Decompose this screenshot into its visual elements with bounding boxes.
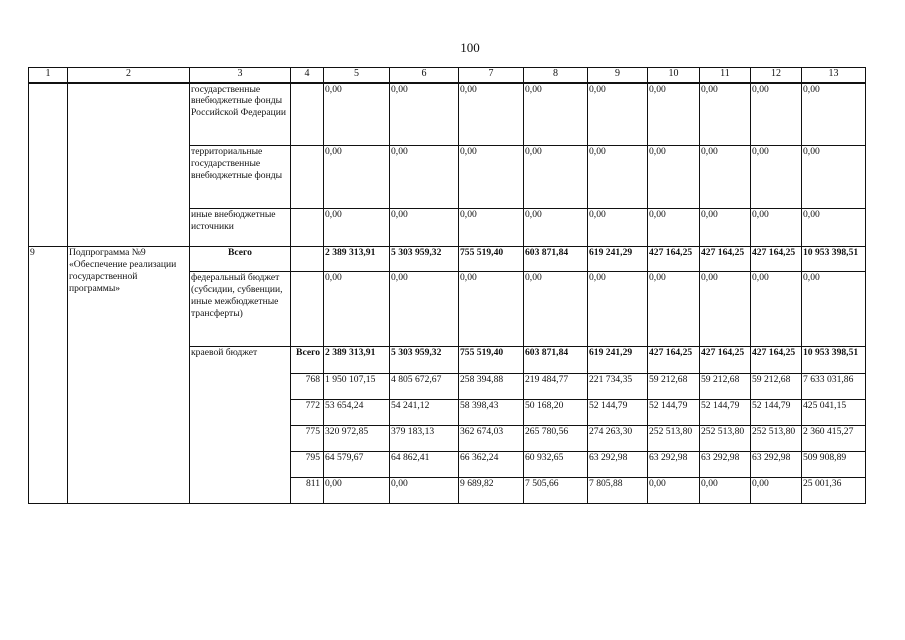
value-cell: 0,00 <box>700 272 751 347</box>
value-cell: 59 212,68 <box>751 374 802 400</box>
value-cell: 0,00 <box>390 83 459 146</box>
value-cell: 219 484,77 <box>524 374 588 400</box>
value-cell: 4 805 672,67 <box>390 374 459 400</box>
value-cell: 7 633 031,86 <box>802 374 866 400</box>
value-cell: 0,00 <box>751 272 802 347</box>
code-cell <box>291 83 324 146</box>
column-header: 3 <box>190 68 291 83</box>
value-cell: 258 394,88 <box>459 374 524 400</box>
value-cell: 0,00 <box>524 272 588 347</box>
value-cell: 252 513,80 <box>700 426 751 452</box>
value-cell: 0,00 <box>648 83 700 146</box>
value-cell: 221 734,35 <box>588 374 648 400</box>
value-cell: 0,00 <box>802 209 866 247</box>
funding-source-cell: федеральный бюджет (субсидии, субвенции, иные межбюджетные трансферты) <box>190 272 291 347</box>
code-cell: 795 <box>291 452 324 478</box>
column-header: 1 <box>29 68 68 83</box>
value-cell: 0,00 <box>700 83 751 146</box>
code-cell <box>291 146 324 209</box>
value-cell: 0,00 <box>751 478 802 504</box>
value-cell: 0,00 <box>751 83 802 146</box>
value-cell: 63 292,98 <box>648 452 700 478</box>
code-cell <box>291 247 324 272</box>
value-cell: 5 303 959,32 <box>390 247 459 272</box>
value-cell: 0,00 <box>390 478 459 504</box>
value-cell: 274 263,30 <box>588 426 648 452</box>
program-name-cell <box>68 83 190 247</box>
value-cell: 509 908,89 <box>802 452 866 478</box>
value-cell: 1 950 107,15 <box>324 374 390 400</box>
value-cell: 427 164,25 <box>700 347 751 374</box>
value-cell: 427 164,25 <box>751 247 802 272</box>
value-cell: 252 513,80 <box>648 426 700 452</box>
value-cell: 0,00 <box>459 146 524 209</box>
value-cell: 0,00 <box>324 272 390 347</box>
value-cell: 0,00 <box>324 146 390 209</box>
value-cell: 2 389 313,91 <box>324 247 390 272</box>
code-cell: 768 <box>291 374 324 400</box>
column-number-row <box>29 68 866 83</box>
value-cell: 7 805,88 <box>588 478 648 504</box>
budget-table <box>28 67 866 504</box>
value-cell: 379 183,13 <box>390 426 459 452</box>
value-cell: 66 362,24 <box>459 452 524 478</box>
value-cell: 0,00 <box>751 209 802 247</box>
value-cell: 0,00 <box>459 83 524 146</box>
value-cell: 427 164,25 <box>648 247 700 272</box>
table-row <box>29 247 866 272</box>
code-cell: Всего <box>291 347 324 374</box>
value-cell: 755 519,40 <box>459 347 524 374</box>
row-number-cell: 9 <box>29 247 68 504</box>
value-cell: 0,00 <box>459 272 524 347</box>
column-header: 10 <box>648 68 700 83</box>
code-cell <box>291 209 324 247</box>
value-cell: 59 212,68 <box>648 374 700 400</box>
value-cell: 60 932,65 <box>524 452 588 478</box>
value-cell: 0,00 <box>588 209 648 247</box>
column-header: 8 <box>524 68 588 83</box>
value-cell: 619 241,29 <box>588 247 648 272</box>
page-number: 100 <box>460 40 480 55</box>
value-cell: 50 168,20 <box>524 400 588 426</box>
value-cell: 0,00 <box>588 272 648 347</box>
row-number-cell <box>29 83 68 247</box>
value-cell: 0,00 <box>648 478 700 504</box>
value-cell: 64 862,41 <box>390 452 459 478</box>
code-cell: 775 <box>291 426 324 452</box>
value-cell: 2 389 313,91 <box>324 347 390 374</box>
column-header: 2 <box>68 68 190 83</box>
value-cell: 0,00 <box>390 146 459 209</box>
value-cell: 603 871,84 <box>524 247 588 272</box>
value-cell: 63 292,98 <box>700 452 751 478</box>
value-cell: 427 164,25 <box>700 247 751 272</box>
value-cell: 0,00 <box>648 272 700 347</box>
code-cell <box>291 272 324 347</box>
value-cell: 64 579,67 <box>324 452 390 478</box>
funding-source-cell: иные внебюджетные источники <box>190 209 291 247</box>
column-header: 7 <box>459 68 524 83</box>
column-header: 6 <box>390 68 459 83</box>
value-cell: 52 144,79 <box>588 400 648 426</box>
code-cell: 811 <box>291 478 324 504</box>
value-cell: 0,00 <box>802 83 866 146</box>
funding-source-cell: Всего <box>190 247 291 272</box>
value-cell: 2 360 415,27 <box>802 426 866 452</box>
value-cell: 54 241,12 <box>390 400 459 426</box>
value-cell: 0,00 <box>648 146 700 209</box>
value-cell: 265 780,56 <box>524 426 588 452</box>
value-cell: 0,00 <box>700 146 751 209</box>
value-cell: 0,00 <box>751 146 802 209</box>
value-cell: 362 674,03 <box>459 426 524 452</box>
column-header: 9 <box>588 68 648 83</box>
value-cell: 0,00 <box>324 478 390 504</box>
value-cell: 10 953 398,51 <box>802 347 866 374</box>
value-cell: 63 292,98 <box>751 452 802 478</box>
value-cell: 425 041,15 <box>802 400 866 426</box>
table-row <box>29 83 866 146</box>
value-cell: 619 241,29 <box>588 347 648 374</box>
value-cell: 0,00 <box>324 209 390 247</box>
value-cell: 0,00 <box>459 209 524 247</box>
value-cell: 252 513,80 <box>751 426 802 452</box>
column-header: 5 <box>324 68 390 83</box>
value-cell: 0,00 <box>324 83 390 146</box>
program-name-cell: Подпрограмма №9 «Обеспечение реализации государственной программы» <box>68 247 190 504</box>
value-cell: 0,00 <box>390 209 459 247</box>
value-cell: 58 398,43 <box>459 400 524 426</box>
value-cell: 10 953 398,51 <box>802 247 866 272</box>
value-cell: 7 505,66 <box>524 478 588 504</box>
value-cell: 59 212,68 <box>700 374 751 400</box>
value-cell: 52 144,79 <box>751 400 802 426</box>
funding-source-cell: государственные внебюджетные фонды Российской Федерации <box>190 83 291 146</box>
column-header: 4 <box>291 68 324 83</box>
column-header: 13 <box>802 68 866 83</box>
value-cell: 0,00 <box>390 272 459 347</box>
value-cell: 320 972,85 <box>324 426 390 452</box>
value-cell: 0,00 <box>700 209 751 247</box>
column-header: 12 <box>751 68 802 83</box>
value-cell: 0,00 <box>700 478 751 504</box>
value-cell: 0,00 <box>524 83 588 146</box>
value-cell: 0,00 <box>524 146 588 209</box>
value-cell: 0,00 <box>802 272 866 347</box>
value-cell: 53 654,24 <box>324 400 390 426</box>
value-cell: 9 689,82 <box>459 478 524 504</box>
value-cell: 63 292,98 <box>588 452 648 478</box>
value-cell: 0,00 <box>588 83 648 146</box>
value-cell: 52 144,79 <box>700 400 751 426</box>
value-cell: 0,00 <box>588 146 648 209</box>
value-cell: 755 519,40 <box>459 247 524 272</box>
value-cell: 25 001,36 <box>802 478 866 504</box>
value-cell: 5 303 959,32 <box>390 347 459 374</box>
funding-source-cell: территориальные государственные внебюджетные фонды <box>190 146 291 209</box>
value-cell: 603 871,84 <box>524 347 588 374</box>
value-cell: 0,00 <box>524 209 588 247</box>
value-cell: 52 144,79 <box>648 400 700 426</box>
funding-source-cell: краевой бюджет <box>190 347 291 504</box>
column-header: 11 <box>700 68 751 83</box>
value-cell: 0,00 <box>802 146 866 209</box>
code-cell: 772 <box>291 400 324 426</box>
value-cell: 427 164,25 <box>751 347 802 374</box>
value-cell: 427 164,25 <box>648 347 700 374</box>
value-cell: 0,00 <box>648 209 700 247</box>
